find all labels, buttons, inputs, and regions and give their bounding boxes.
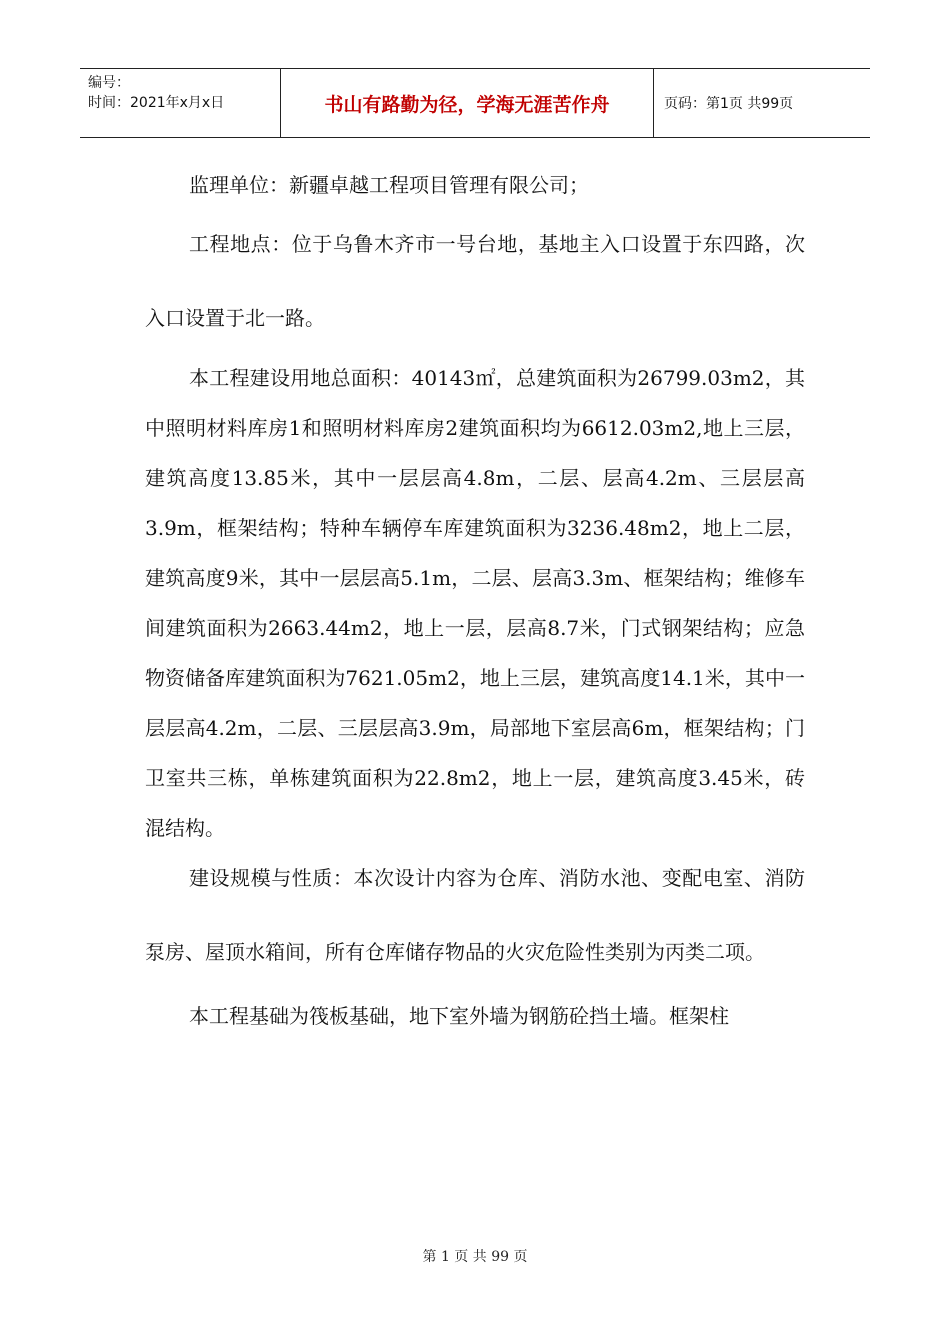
paragraph-project-location: 工程地点：位于乌鲁木齐市一号台地，基地主入口设置于东四路，次入口设置于北一路。 [145, 232, 805, 330]
page-footer: 第 1 页 共 99 页 [422, 1249, 528, 1265]
header-motto: 书山有路勤为径，学海无涯苦作舟 [281, 69, 654, 137]
paragraph-project-overview: 本工程建设用地总面积：40143㎡，总建筑面积为26799.03m2，其中照明材料库房1和照明材料库房2建筑面积均为6612.03m2,地上三层，建筑高度13.85米，其中一层层高4.8m，二层、层高4.2m、三层层高3.9m，框架结构；特种车辆停车库建筑面积为3236.48m2，地上二层，建筑高度9米，其中一层层高5.1m，二层、层高3.3m、框架结构；维修车间建筑面积为2663.44m2，地上一层，层高8.7米，门式钢架结构；应急物资储备库建筑面积为7621.05m2，地上三层，建筑高度14.1米，其中一层层高4.2m，二层、三层层高3.9m，局部地下室层高6m，框架结构；门卫室共三栋，单栋建筑面积为22.8m2，地上一层，建筑高度3.45米，砖混结构。 [145, 366, 805, 840]
paragraph-supervision-unit: 监理单位：新疆卓越工程项目管理有限公司； [189, 173, 589, 197]
document-number-label: 编号： [88, 75, 130, 91]
paragraph-foundation: 本工程基础为筏板基础，地下室外墙为钢筋砼挡土墙。框架柱 [189, 1004, 729, 1028]
header-page-info: 页码：第1页 共99页 [664, 96, 794, 112]
paragraph-construction-scale: 建设规模与性质：本次设计内容为仓库、消防水池、变配电室、消防泵房、屋顶水箱间，所有仓库储存物品的火灾危险性类别为丙类二项。 [145, 866, 805, 964]
document-body [145, 160, 805, 1050]
header-left-cell [80, 69, 281, 137]
document-date-label: 时间：2021年x月x日 [88, 95, 225, 111]
document-header [80, 68, 870, 138]
